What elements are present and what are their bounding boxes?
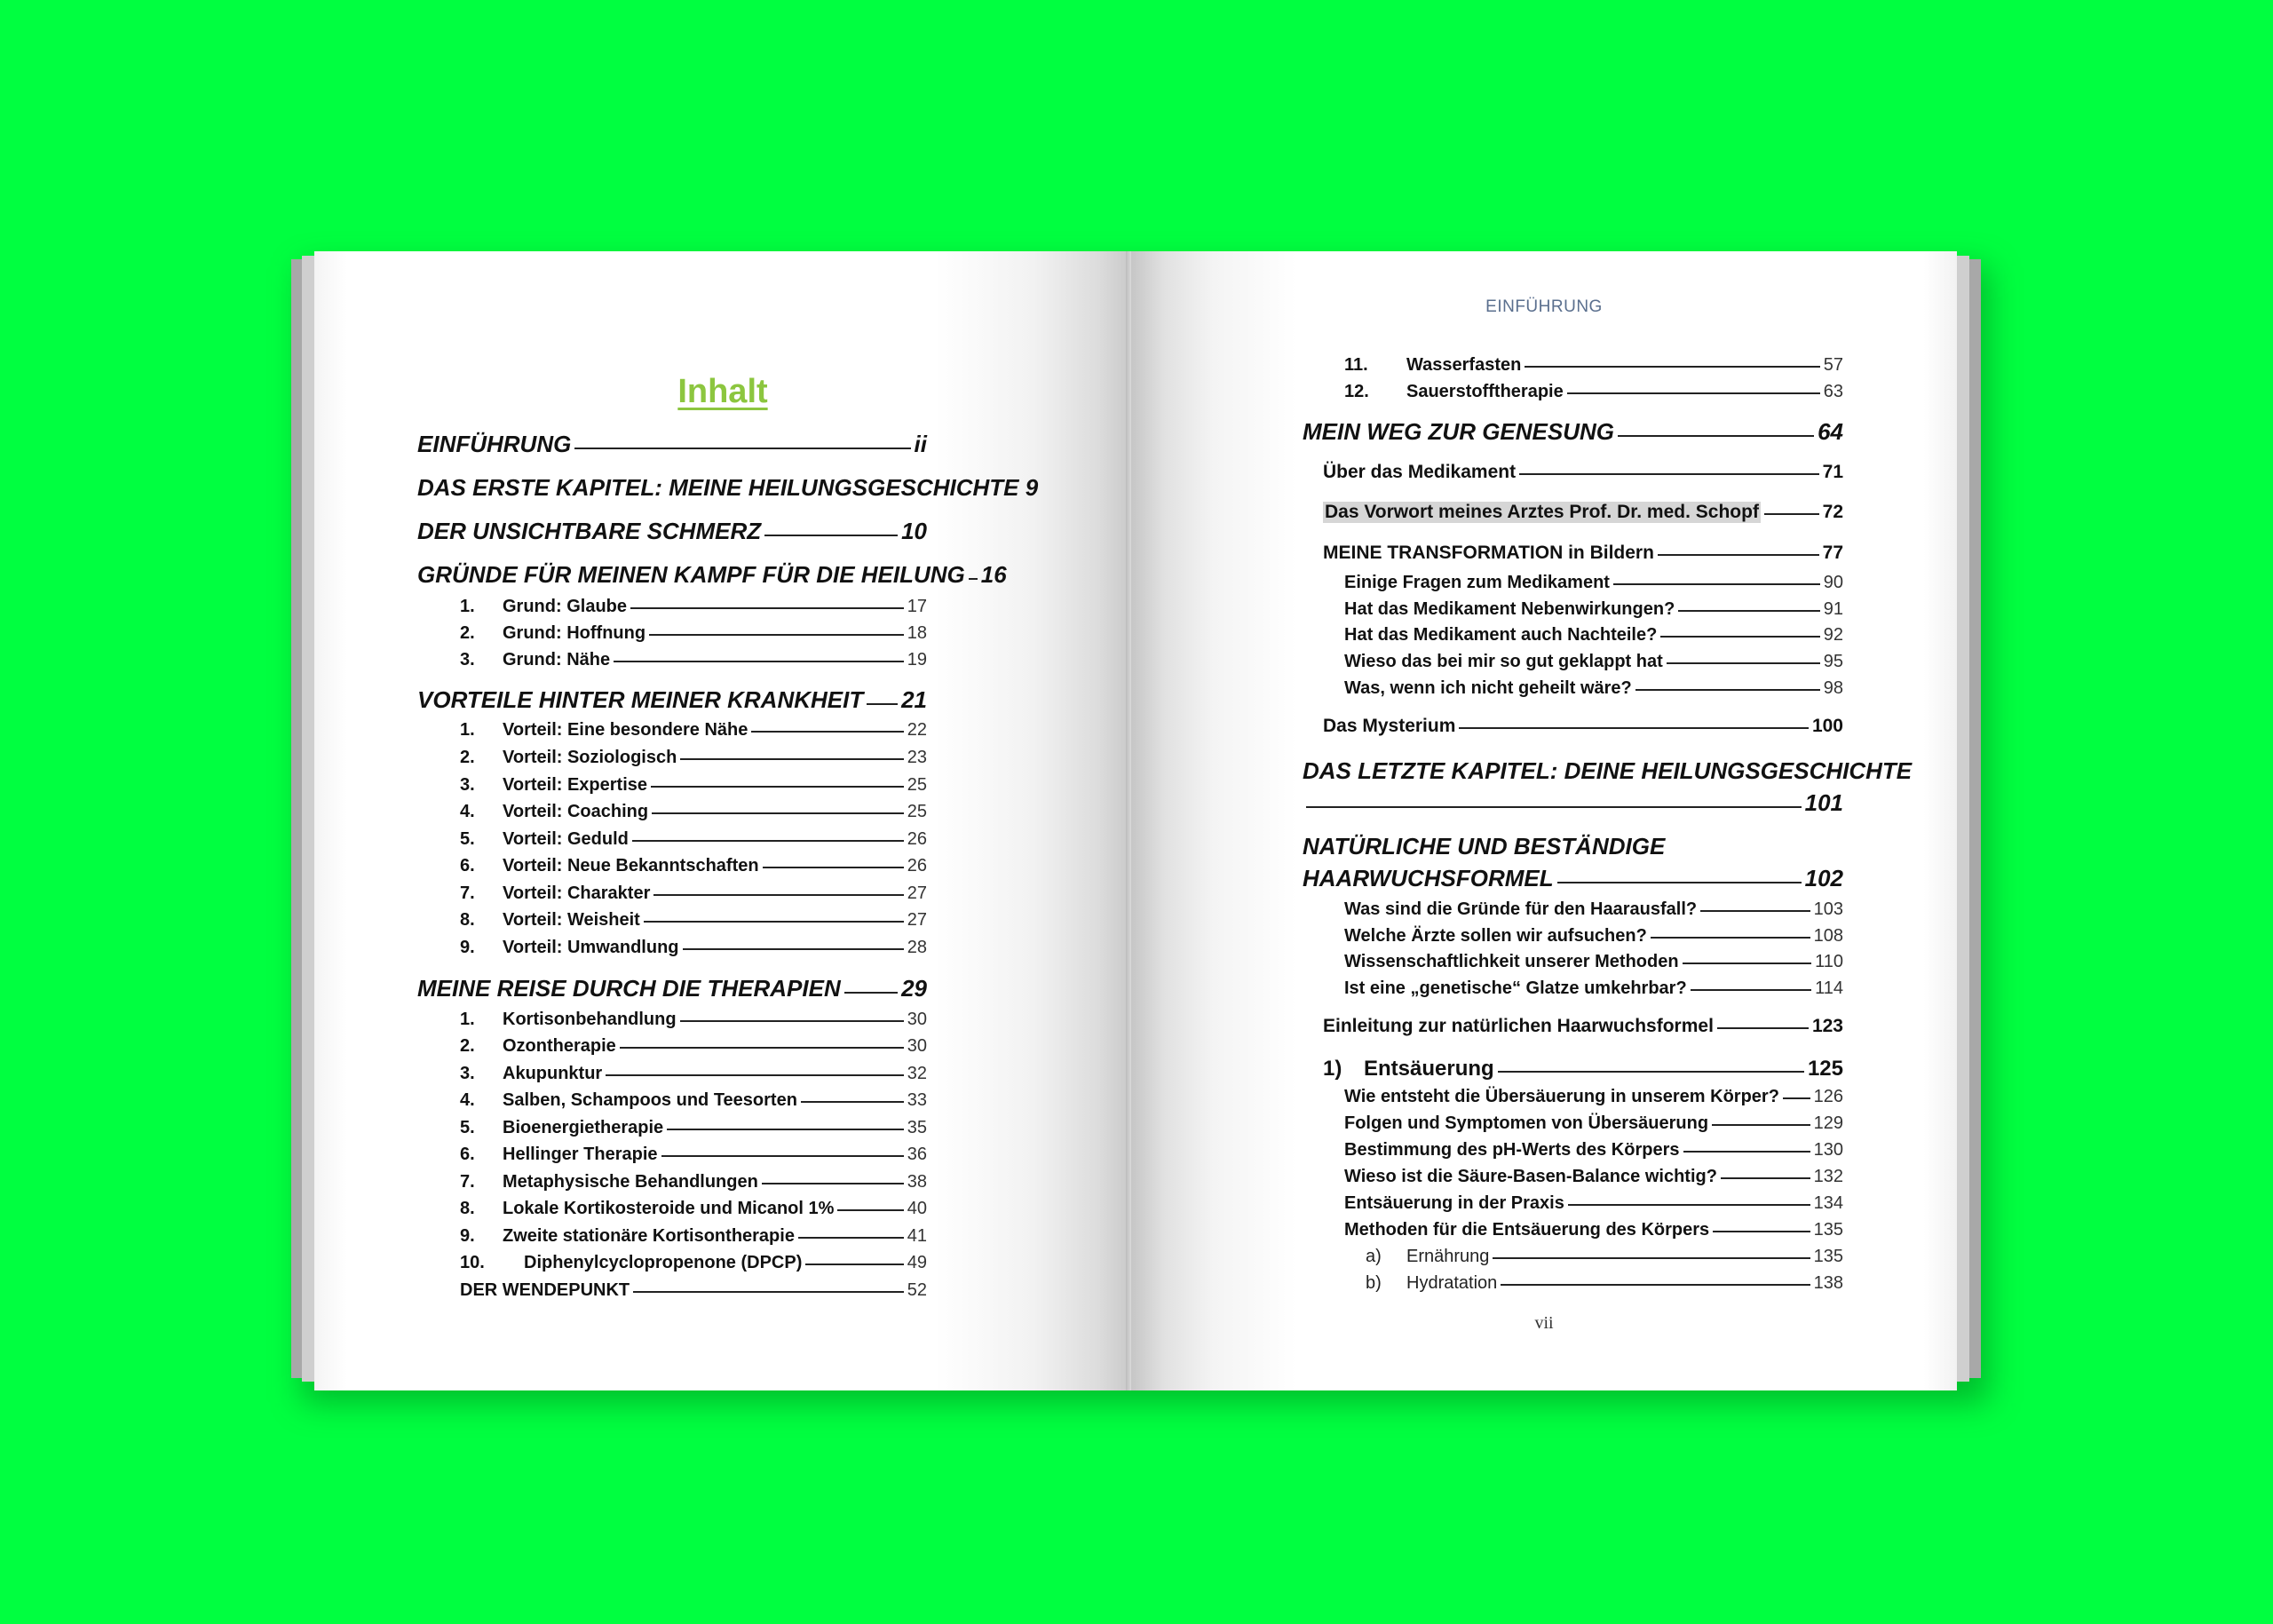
- toc-entry[interactable]: HAARWUCHSFORMEL 102: [1303, 865, 1843, 891]
- toc-entry[interactable]: Wieso das bei mir so gut geklappt hat 95: [1344, 652, 1843, 671]
- toc-entry[interactable]: Wieso ist die Säure-Basen-Balance wichtig? 132: [1344, 1167, 1843, 1186]
- toc-entry[interactable]: VORTEILE HINTER MEINER KRANKHEIT 21: [417, 686, 927, 713]
- toc-entry[interactable]: 4. Vorteil: Coaching 25: [460, 802, 927, 821]
- left-page-edge-inner: [302, 256, 314, 1382]
- right-page-edge-inner: [1957, 256, 1969, 1382]
- toc-entry[interactable]: 7. Metaphysische Behandlungen 38: [460, 1172, 927, 1192]
- toc-entry[interactable]: DAS ERSTE KAPITEL: MEINE HEILUNGSGESCHICHTE 9: [417, 474, 1039, 501]
- toc-entry[interactable]: Wissenschaftlichkeit unserer Methoden 110: [1344, 952, 1843, 971]
- page-number: vii: [1534, 1313, 1554, 1333]
- toc-entry[interactable]: a) Ernährung 135: [1366, 1247, 1843, 1266]
- toc-entry[interactable]: 1) Entsäuerung 125: [1323, 1057, 1843, 1081]
- left-page: [314, 251, 1131, 1390]
- toc-entry[interactable]: Was, wenn ich nicht geheilt wäre? 98: [1344, 678, 1843, 698]
- toc-entry[interactable]: 1. Grund: Glaube 17: [460, 597, 927, 616]
- toc-entry[interactable]: Welche Ärzte sollen wir aufsuchen? 108: [1344, 926, 1843, 946]
- toc-entry[interactable]: 5. Vorteil: Geduld 26: [460, 829, 927, 849]
- toc-entry[interactable]: 3. Grund: Nähe 19: [460, 650, 927, 669]
- toc-entry[interactable]: 8. Lokale Kortikosteroide und Micanol 1% 40: [460, 1199, 927, 1218]
- toc-entry[interactable]: 1. Kortisonbehandlung 30: [460, 1010, 927, 1029]
- toc-entry[interactable]: Folgen und Symptomen von Übersäuerung 129: [1344, 1113, 1843, 1133]
- toc-entry[interactable]: 10. Diphenylcyclopropenone (DPCP) 49: [460, 1253, 927, 1272]
- toc-entry[interactable]: Das Vorwort meines Arztes Prof. Dr. med. Schopf 72: [1325, 502, 1843, 522]
- toc-entry[interactable]: Hat das Medikament auch Nachteile? 92: [1344, 625, 1843, 645]
- toc-entry[interactable]: 2. Grund: Hoffnung 18: [460, 623, 927, 643]
- toc-entry[interactable]: Das Mysterium 100: [1323, 716, 1843, 736]
- toc-entry[interactable]: DAS LETZTE KAPITEL: DEINE HEILUNGSGESCHICHTE: [1303, 757, 1913, 784]
- toc-entry[interactable]: Wie entsteht die Übersäuerung in unserem Körper? 126: [1344, 1087, 1843, 1106]
- toc-entry[interactable]: DER WENDEPUNKT 52: [460, 1280, 927, 1300]
- toc-entry[interactable]: 3. Akupunktur 32: [460, 1064, 927, 1083]
- right-page: [1131, 251, 1957, 1390]
- toc-entry[interactable]: Einige Fragen zum Medikament 90: [1344, 573, 1843, 592]
- toc-entry[interactable]: 11. Wasserfasten 57: [1344, 355, 1843, 375]
- toc-entry[interactable]: Hat das Medikament Nebenwirkungen? 91: [1344, 599, 1843, 619]
- toc-entry[interactable]: 6. Vorteil: Neue Bekanntschaften 26: [460, 856, 927, 875]
- toc-entry[interactable]: Entsäuerung in der Praxis 134: [1344, 1193, 1843, 1213]
- toc-entry[interactable]: 2. Ozontherapie 30: [460, 1036, 927, 1056]
- toc-entry[interactable]: DER UNSICHTBARE SCHMERZ 10: [417, 518, 927, 544]
- toc-entry[interactable]: NATÜRLICHE UND BESTÄNDIGE: [1303, 833, 1666, 860]
- toc-entry[interactable]: Methoden für die Entsäuerung des Körpers 135: [1344, 1220, 1843, 1240]
- toc-entry[interactable]: MEINE REISE DURCH DIE THERAPIEN 29: [417, 975, 927, 1002]
- toc-entry[interactable]: Einleitung zur natürlichen Haarwuchsformel 123: [1323, 1016, 1843, 1036]
- right-page-edge: [1968, 259, 1981, 1378]
- toc-entry[interactable]: MEIN WEG ZUR GENESUNG 64: [1303, 418, 1843, 445]
- toc-title: Inhalt: [677, 373, 768, 410]
- toc-entry[interactable]: 1. Vorteil: Eine besondere Nähe 22: [460, 720, 927, 740]
- toc-entry[interactable]: Ist eine „genetische“ Glatze umkehrbar? 114: [1344, 978, 1843, 998]
- toc-entry[interactable]: Über das Medikament 71: [1323, 462, 1843, 482]
- toc-entry[interactable]: 5. Bioenergietherapie 35: [460, 1118, 927, 1137]
- toc-entry[interactable]: 12. Sauerstofftherapie 63: [1344, 382, 1843, 401]
- toc-entry[interactable]: GRÜNDE FÜR MEINEN KAMPF FÜR DIE HEILUNG 16: [417, 561, 1007, 588]
- toc-entry[interactable]: 9. Vorteil: Umwandlung 28: [460, 938, 927, 957]
- toc-entry[interactable]: 2. Vorteil: Soziologisch 23: [460, 748, 927, 767]
- toc-entry[interactable]: b) Hydratation 138: [1366, 1273, 1843, 1293]
- toc-entry[interactable]: 4. Salben, Schampoos und Teesorten 33: [460, 1090, 927, 1110]
- running-head: EINFÜHRUNG: [1485, 297, 1603, 316]
- toc-entry[interactable]: 6. Hellinger Therapie 36: [460, 1145, 927, 1164]
- toc-entry[interactable]: 7. Vorteil: Charakter 27: [460, 883, 927, 903]
- toc-entry[interactable]: 3. Vorteil: Expertise 25: [460, 775, 927, 795]
- toc-entry[interactable]: Bestimmung des pH-Werts des Körpers 130: [1344, 1140, 1843, 1160]
- toc-entry[interactable]: Was sind die Gründe für den Haarausfall? 103: [1344, 899, 1843, 919]
- toc-entry[interactable]: EINFÜHRUNG ii: [417, 431, 927, 457]
- toc-entry[interactable]: 9. Zweite stationäre Kortisontherapie 41: [460, 1226, 927, 1246]
- toc-entry[interactable]: MEINE TRANSFORMATION in Bildern 77: [1323, 543, 1843, 563]
- toc-left: [314, 251, 1131, 1390]
- toc-right: [1131, 251, 1957, 1390]
- toc-entry[interactable]: 8. Vorteil: Weisheit 27: [460, 910, 927, 930]
- toc-entry[interactable]: 101: [1303, 789, 1843, 817]
